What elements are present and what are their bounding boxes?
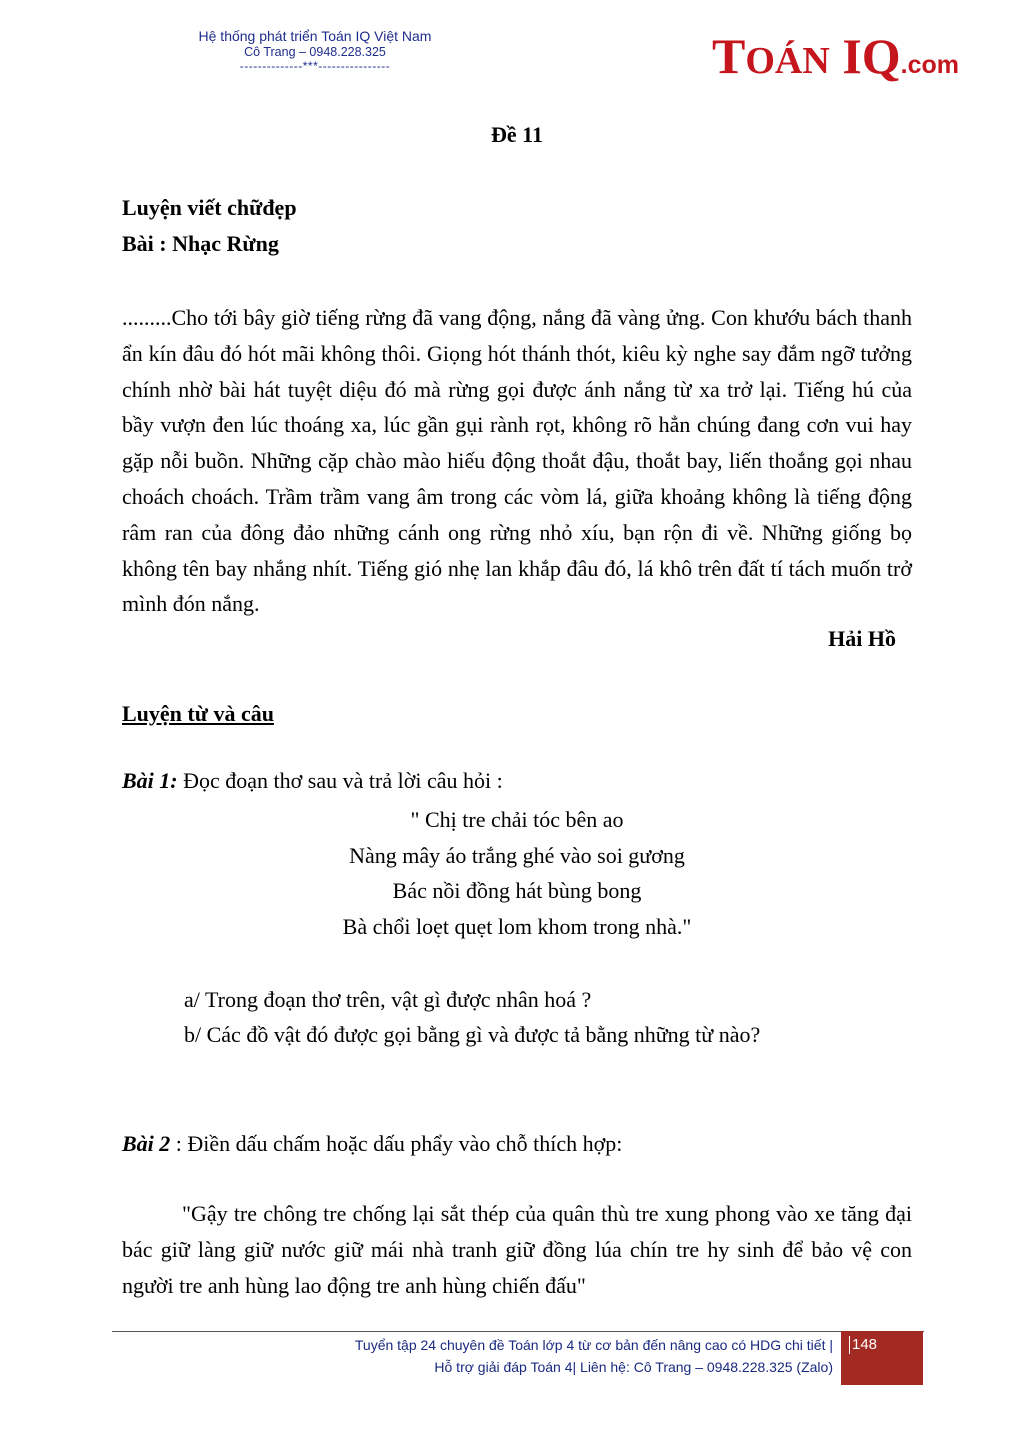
- question-a: a/ Trong đoạn thơ trên, vật gì được nhân hoá ?: [184, 987, 592, 1012]
- exercise-2-label: Bài 2: [122, 1131, 171, 1156]
- page-number: 148: [852, 1336, 878, 1353]
- logo-letter-t: T: [712, 28, 746, 84]
- exercise-2-text: "Gậy tre chông tre chống lại sắt thép của quân thù tre xung phong vào xe tăng đại bác giữ làng giữ nước giữ mái nhà tranh giữ đồng lúa chín tre hy sinh để bảo vệ con người tre anh hùng lao động tre anh hùng chiến đấu": [122, 1201, 912, 1298]
- exercise-1-prompt: [122, 768, 503, 794]
- header-org-name: Hệ thống phát triển Toán IQ Việt Nam: [198, 28, 432, 44]
- logo-letters-iq: IQ: [829, 28, 901, 84]
- exercise-1-label: Bài 1:: [122, 768, 178, 793]
- exercise-2-prompt: [122, 1131, 622, 1157]
- footer-divider: [112, 1331, 924, 1332]
- exercise-1-instruction: Đọc đoạn thơ sau và trả lời câu hỏi :: [177, 768, 503, 793]
- header-divider: --------------***----------------: [239, 59, 391, 73]
- reading-passage: .........Cho tới bây giờ tiếng rừng đã vang động, nắng đã vàng ửng. Con khướu bách thanh ẩn kín đâu đó hót mãi không thôi. Giọng hót thánh thót, kiêu kỳ nghe say đắm ngỡ tưởng chính nhờ bài hát tuyệt diệu đó mà rừng gọi được ánh nắng từ xa trở lại. Tiếng hú của bầy vượn đen lúc thoáng xa, lúc gần gụi rành rọt, không rõ hẳn chúng đang cơn vui hay gặp nỗi buồn. Những cặp chào mào hiếu động thoắt đậu, thoắt bay, liến thoắng gọi nhau choách choách. Trầm trầm vang âm trong các vòm lá, giữa khoảng không là tiếng động râm ran của đông đảo những cánh ong rừng nhỏ xíu, bạn rộn đi về. Những giống bọ không tên bay nhắng nhít. Tiếng gió nhẹ lan khắp đâu đó, lá khô trên đất tí tách muốn trở mình đón nắng.: [122, 305, 912, 617]
- section-heading-handwriting: Luyện viết chữđẹp: [122, 195, 297, 220]
- poem-line: Bác nồi đồng hát bùng bong: [392, 878, 642, 903]
- logo-domain: .com: [900, 51, 960, 79]
- footer-line-2: Hỗ trợ giải đáp Toán 4| Liên hệ: Cô Trang – 0948.228.325 (Zalo): [434, 1359, 833, 1375]
- passage-author: Hải Hồ: [828, 626, 896, 651]
- toaniq-logo: [712, 28, 959, 84]
- footer-text: [200, 1334, 833, 1378]
- poem-line: Bà chổi loẹt quẹt lom khom trong nhà.": [342, 913, 692, 939]
- page-title: Đề 11: [491, 122, 543, 147]
- exercise-2-instruction: : Điền dấu chấm hoặc dấu phẩy vào chỗ thích hợp:: [170, 1131, 623, 1156]
- section-heading-vocabulary: Luyện từ và câu: [122, 701, 274, 726]
- page-number-divider: [849, 1336, 850, 1354]
- punctuation-exercise-text: [122, 1196, 912, 1304]
- question-b: b/ Các đồ vật đó được gọi bằng gì và được tả bằng những từ nào?: [184, 1022, 761, 1047]
- lesson-title: Bài : Nhạc Rừng: [122, 231, 279, 256]
- poem-line: Nàng mây áo trắng ghé vào soi gương: [349, 842, 685, 868]
- footer-line-1: Tuyển tập 24 chuyên đề Toán lớp 4 từ cơ bản đến nâng cao có HDG chi tiết |: [354, 1337, 833, 1353]
- poem: [122, 802, 912, 944]
- poem-line: " Chị tre chải tóc bên ao: [410, 807, 624, 832]
- logo-letters-oan: OÁN: [745, 40, 830, 82]
- header-contact: Cô Trang – 0948.228.325: [244, 45, 386, 59]
- header-block: [150, 27, 480, 73]
